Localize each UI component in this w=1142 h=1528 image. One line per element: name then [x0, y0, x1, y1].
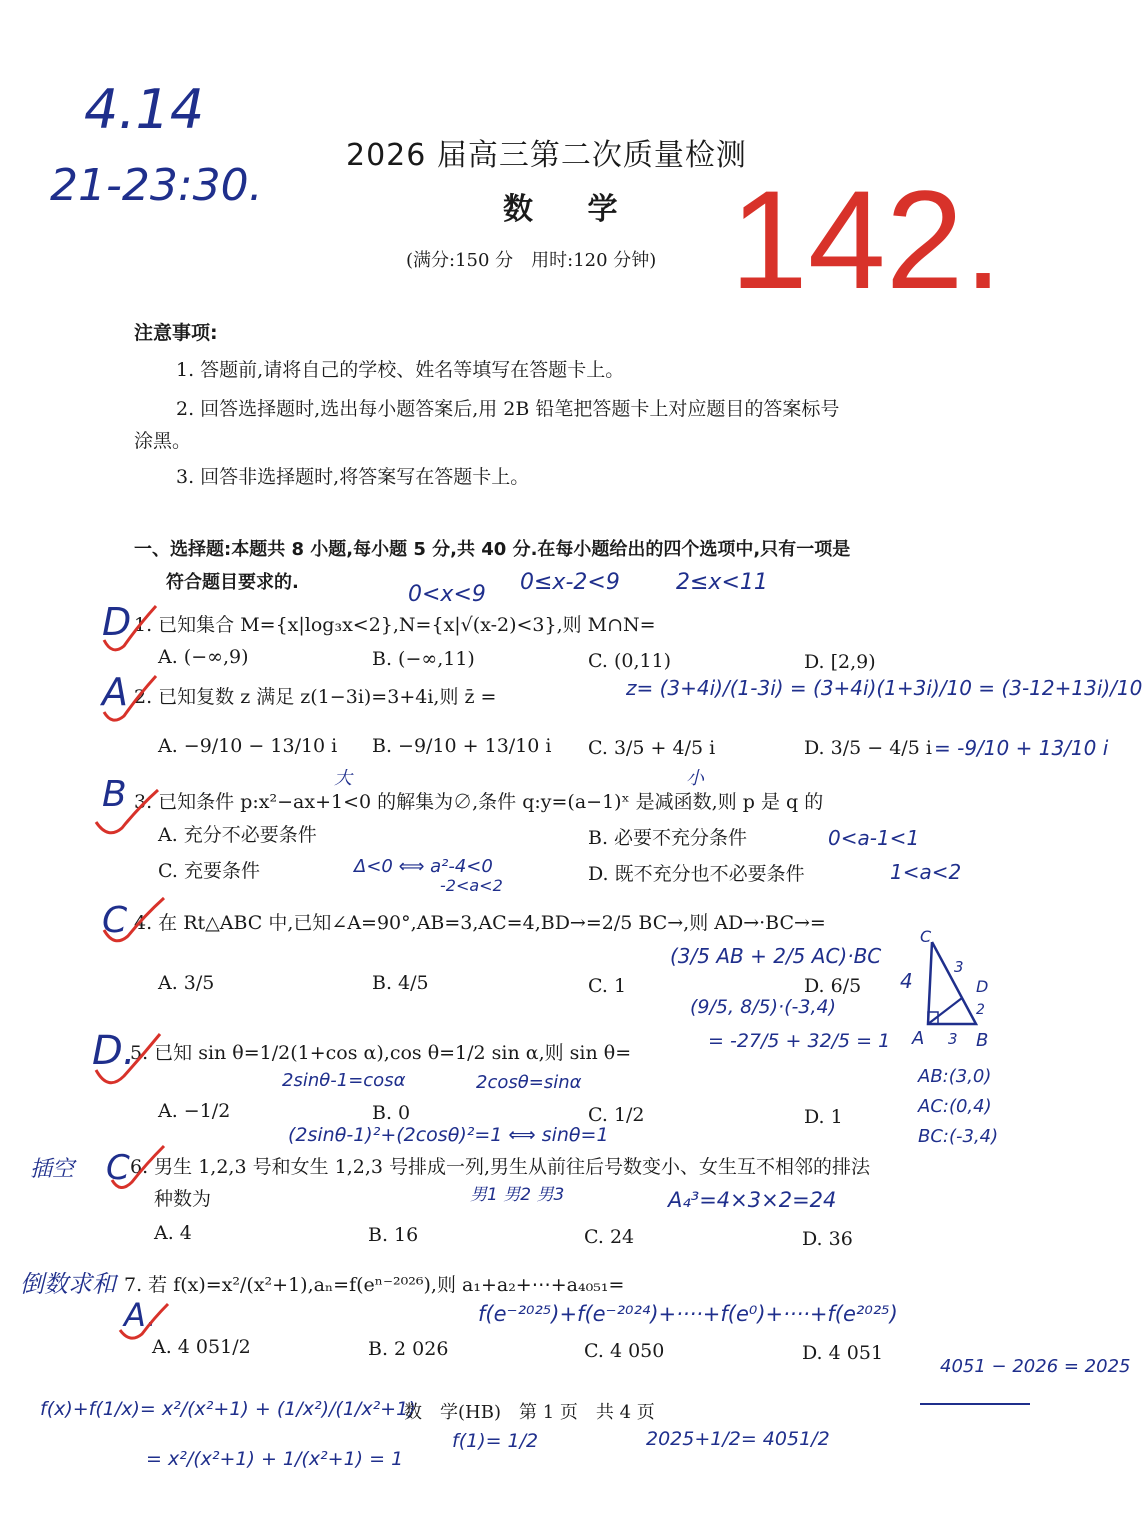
- handwritten-date: 4.14: [84, 78, 205, 141]
- svg-text:4: 4: [900, 969, 913, 993]
- q4-work-3: = -27/5 + 32/5 = 1: [708, 1030, 891, 1052]
- q6-option-d: D. 36: [802, 1228, 853, 1250]
- q2-work-1: z= (3+4i)/(1-3i) = (3+4i)(1+3i)/10 = (3-12+13i)/10: [626, 676, 1142, 700]
- q3-work-3: 0<a-1<1: [828, 826, 920, 850]
- q7-option-c: C. 4 050: [584, 1340, 665, 1362]
- q3-note-small: 小: [686, 768, 704, 789]
- q4-vector-bc: BC:(-3,4): [918, 1126, 999, 1147]
- q5-work-3: (2sinθ-1)²+(2cosθ)²=1 ⟺ sinθ=1: [288, 1124, 609, 1146]
- q1-stem: 1. 已知集合 M={x|log₃x<2},N={x|√(x-2)<3},则 M∩N=: [134, 614, 656, 636]
- q3-work-2: -2<a<2: [440, 876, 503, 895]
- notice-heading: 注意事项:: [134, 322, 218, 344]
- section-heading: 一、选择题:本题共 8 小题,每小题 5 分,共 40 分.在每小题给出的四个选项中,只有一项是: [134, 539, 851, 560]
- q7-work-3: = x²/(x²+1) + 1/(x²+1) = 1: [146, 1448, 404, 1470]
- q5-work-2: 2cosθ=sinα: [476, 1072, 582, 1093]
- notice-item-2-cont: 涂黑。: [134, 430, 192, 452]
- q6-side-note: 插空: [30, 1157, 75, 1182]
- q3-answer-mark: B: [102, 774, 127, 815]
- q3-work-1: Δ<0 ⟺ a²-4<0: [354, 856, 493, 877]
- svg-text:B: B: [976, 1030, 989, 1051]
- svg-text:3: 3: [948, 1030, 958, 1048]
- handwritten-time: 21-23:30.: [50, 160, 263, 211]
- q3-option-b: B. 必要不充分条件: [588, 827, 748, 849]
- q2-work-2: = -9/10 + 13/10 i: [934, 736, 1109, 760]
- q2-option-b: B. −9/10 + 13/10 i: [372, 735, 552, 757]
- subject-title: 数 学: [503, 192, 640, 227]
- q7-work-1: f(e⁻²⁰²⁵)+f(e⁻²⁰²⁴)+····+f(e⁰)+····+f(e²⁰²⁵): [478, 1302, 898, 1326]
- q2-option-c: C. 3/5 + 4/5 i: [588, 737, 716, 759]
- q4-work-2: (9/5, 8/5)·(-3,4): [690, 996, 836, 1018]
- notice-item-2: 2. 回答选择题时,选出每小题答案后,用 2B 铅笔把答题卡上对应题目的答案标号: [176, 398, 840, 420]
- q6-option-c: C. 24: [584, 1226, 635, 1248]
- q6-stem-cont: 种数为: [154, 1188, 212, 1210]
- q6-work-2: A₄³=4×3×2=24: [668, 1188, 837, 1212]
- exam-meta: (满分:150 分 用时:120 分钟): [406, 250, 657, 271]
- svg-text:C: C: [920, 927, 932, 946]
- q1-note-3: 2≤x<11: [676, 570, 768, 595]
- q5-stem: 5. 已知 sin θ=1/2(1+cos α),cos θ=1/2 sin α,则 sin θ=: [130, 1042, 632, 1064]
- q1-option-c: C. (0,11): [588, 650, 672, 672]
- q1-option-b: B. (−∞,11): [372, 648, 475, 670]
- notice-item-3: 3. 回答非选择题时,将答案写在答题卡上。: [176, 466, 530, 488]
- svg-text:D: D: [976, 977, 989, 996]
- q1-note-2: 0≤x-2<9: [520, 570, 620, 595]
- q3-work-4: 1<a<2: [890, 860, 962, 884]
- q1-answer-mark: D: [102, 600, 132, 644]
- q4-stem: 4. 在 Rt△ABC 中,已知∠A=90°,AB=3,AC=4,BD→=2/5 BC→,则 AD→·BC→=: [134, 912, 826, 934]
- q4-answer-mark: C: [102, 900, 128, 941]
- q5-option-b: B. 0: [372, 1102, 411, 1124]
- q2-option-a: A. −9/10 − 13/10 i: [158, 735, 338, 757]
- q7-calc: 4051 − 2026 = 2025: [940, 1356, 1131, 1377]
- svg-text:2: 2: [976, 1002, 985, 1018]
- q5-option-a: A. −1/2: [158, 1100, 231, 1122]
- q3-option-a: A. 充分不必要条件: [158, 824, 317, 846]
- page-title: 2026 届高三第二次质量检测: [346, 138, 747, 173]
- q2-answer-mark: A: [102, 670, 128, 714]
- handwritten-score: 142.: [730, 161, 1003, 318]
- q3-option-c: C. 充要条件: [158, 860, 260, 882]
- q4-vector-ab: AB:(3,0): [918, 1066, 992, 1087]
- q5-option-c: C. 1/2: [588, 1104, 645, 1126]
- q4-vector-ac: AC:(0,4): [918, 1096, 992, 1117]
- q7-work-5: 2025+1/2= 4051/2: [646, 1428, 830, 1450]
- q7-work-2: f(x)+f(1/x)= x²/(x²+1) + (1/x²)/(1/x²+1): [40, 1398, 416, 1420]
- q6-answer-mark: C: [106, 1148, 130, 1188]
- q3-option-d: D. 既不充分也不必要条件: [588, 863, 805, 885]
- q7-work-4: f(1)= 1/2: [452, 1430, 539, 1452]
- svg-text:A: A: [912, 1028, 925, 1049]
- q5-answer-mark: D.: [92, 1028, 136, 1074]
- q7-side-note: 倒数求和: [20, 1270, 116, 1298]
- q6-stem: 6. 男生 1,2,3 号和女生 1,2,3 号排成一列,男生从前往后号数变小、女生互不相邻的排法: [130, 1156, 871, 1178]
- page-footer: 数 学(HB) 第 1 页 共 4 页: [404, 1402, 655, 1423]
- q5-option-d: D. 1: [804, 1106, 843, 1128]
- q6-work-1: 男1 男2 男3: [470, 1185, 565, 1205]
- q1-note-1: 0<x<9: [408, 582, 486, 607]
- q2-option-d: D. 3/5 − 4/5 i: [804, 737, 932, 759]
- q4-work-1: (3/5 AB + 2/5 AC)·BC: [670, 944, 882, 968]
- q7-option-d: D. 4 051: [802, 1342, 884, 1364]
- q7-stem: 7. 若 f(x)=x²/(x²+1),aₙ=f(eⁿ⁻²⁰²⁶),则 a₁+a₂+⋯+a₄₀₅₁=: [124, 1274, 625, 1296]
- q4-option-d: D. 6/5: [804, 975, 862, 997]
- notice-item-1: 1. 答题前,请将自己的学校、姓名等填写在答题卡上。: [176, 359, 625, 381]
- q7-option-b: B. 2 026: [368, 1338, 449, 1360]
- q3-note-big: 大: [334, 768, 352, 789]
- q6-option-b: B. 16: [368, 1224, 419, 1246]
- section-heading-cont: 符合题目要求的.: [166, 572, 299, 593]
- q1-option-a: A. (−∞,9): [158, 646, 249, 668]
- q4-option-b: B. 4/5: [372, 972, 429, 994]
- q4-option-a: A. 3/5: [158, 972, 215, 994]
- q7-answer-mark: A.: [124, 1296, 157, 1334]
- q2-stem: 2. 已知复数 z 满足 z(1−3i)=3+4i,则 z̄ =: [134, 686, 497, 708]
- q7-option-a: A. 4 051/2: [152, 1336, 251, 1358]
- q4-option-c: C. 1: [588, 975, 627, 997]
- svg-text:3: 3: [954, 958, 964, 976]
- q1-option-d: D. [2,9): [804, 651, 876, 673]
- q3-stem: 3. 已知条件 p:x²−ax+1<0 的解集为∅,条件 q:y=(a−1)ˣ 是减函数,则 p 是 q 的: [134, 791, 824, 813]
- q6-option-a: A. 4: [154, 1222, 192, 1244]
- q5-work-1: 2sinθ-1=cosα: [282, 1070, 406, 1091]
